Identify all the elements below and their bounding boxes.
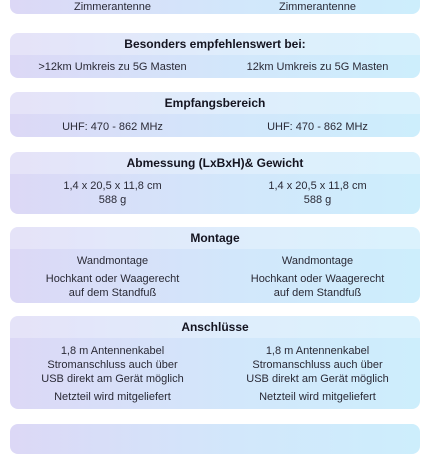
section-reception-left <box>10 120 215 134</box>
section-title: Besonders empfehlenswert bei: <box>10 33 420 55</box>
section-reception-range <box>10 92 420 137</box>
cell-text: Stromanschluss auch über <box>47 359 178 371</box>
section-recommended-left <box>10 60 215 74</box>
section-connections-left <box>10 344 215 404</box>
section-mounting-left <box>10 254 215 300</box>
section-dimensions <box>10 152 420 214</box>
section-dimensions-right <box>215 179 420 207</box>
cell-text: Stromanschluss auch über <box>252 359 383 371</box>
cell-text: Wandmontage <box>76 255 149 267</box>
cell-text: 1,8 m Antennenkabel <box>60 345 165 357</box>
section-recommended-right <box>215 60 420 74</box>
cell-text: UHF: 470 - 862 MHz <box>267 121 368 133</box>
cell-text: auf dem Standfuß <box>68 287 157 299</box>
section-title: Anschlüsse <box>10 316 420 338</box>
section-title: Abmessung (LxBxH)& Gewicht <box>10 152 420 174</box>
cell-text: Netzteil wird mitgeliefert <box>54 391 171 403</box>
cell-text: Hochkant oder Waagerecht <box>45 273 180 285</box>
section-connections-right <box>215 344 420 404</box>
cell-text: auf dem Standfuß <box>273 287 362 299</box>
cell-text: USB direkt am Gerät möglich <box>41 373 184 385</box>
section-type <box>10 0 420 14</box>
cell-text: 1,4 x 20,5 x 11,8 cm <box>268 180 367 192</box>
section-dimensions-left <box>10 179 215 207</box>
section-connections <box>10 316 420 409</box>
section-type-right <box>215 0 420 14</box>
cell-text: Hochkant oder Waagerecht <box>250 273 385 285</box>
cell-text: UHF: 470 - 862 MHz <box>62 121 163 133</box>
cell-text: Zimmerantenne <box>73 1 152 13</box>
cell-text: Zimmerantenne <box>278 1 357 13</box>
cell-text: Wandmontage <box>281 255 354 267</box>
cell-text: Netzteil wird mitgeliefert <box>259 391 376 403</box>
cell-text: USB direkt am Gerät möglich <box>246 373 389 385</box>
cell-text: 588 g <box>303 194 332 206</box>
cell-text: 588 g <box>98 194 127 206</box>
section-type-left <box>10 0 215 14</box>
section-mounting-right <box>215 254 420 300</box>
cell-text: 12km Umkreis zu 5G Masten <box>246 61 389 73</box>
section-next <box>10 424 420 454</box>
section-title: Montage <box>10 227 420 249</box>
section-recommended <box>10 33 420 78</box>
section-mounting <box>10 227 420 303</box>
cell-text: 1,4 x 20,5 x 11,8 cm <box>63 180 162 192</box>
cell-text: >12km Umkreis zu 5G Masten <box>38 61 187 73</box>
cell-text: 1,8 m Antennenkabel <box>265 345 370 357</box>
section-reception-right <box>215 120 420 134</box>
section-title: Empfangsbereich <box>10 92 420 114</box>
